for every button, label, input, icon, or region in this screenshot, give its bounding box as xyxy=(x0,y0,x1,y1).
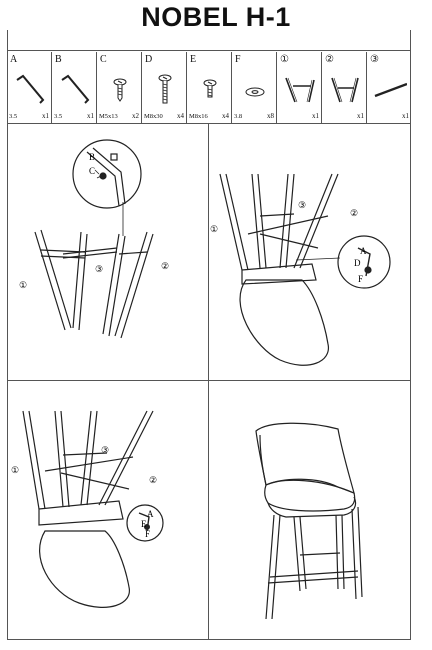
part-label: C xyxy=(100,54,107,65)
part-e xyxy=(187,52,232,123)
part-spec: M5x13 xyxy=(99,113,118,120)
part-d xyxy=(142,52,187,123)
step-1-diagram xyxy=(7,124,208,380)
parts-list xyxy=(7,52,411,124)
callout-2: ② xyxy=(149,475,158,485)
part-qty: x1 xyxy=(42,112,49,120)
part-label: ② xyxy=(325,54,334,65)
part-spec: M8x30 xyxy=(144,113,163,120)
short-bolt-icon xyxy=(103,66,137,106)
part-spec: 3.5 xyxy=(54,113,63,120)
callout-1: ① xyxy=(19,280,28,290)
part-label: E xyxy=(190,54,197,65)
finished-chair-illustration xyxy=(208,381,411,640)
part-qty: x2 xyxy=(132,112,139,120)
callout-3: ③ xyxy=(298,200,307,210)
part-spec: M8x16 xyxy=(189,113,208,120)
part-label: A xyxy=(10,54,18,65)
leg-frame-icon xyxy=(283,66,317,106)
part-spec: 3.5 xyxy=(9,113,18,120)
callout-f: F xyxy=(145,529,151,539)
callout-f: F xyxy=(358,274,364,284)
header-frame xyxy=(7,30,411,52)
part-qty: x1 xyxy=(87,112,94,120)
part-a xyxy=(7,52,52,123)
washer-icon xyxy=(238,66,272,106)
leg-frame-icon xyxy=(328,66,362,106)
hex-key-icon xyxy=(58,66,92,106)
callout-a: A xyxy=(360,246,367,256)
part-qty: x4 xyxy=(177,112,184,120)
hex-key-icon xyxy=(13,66,47,106)
callout-e: E xyxy=(141,519,147,529)
page-title: NOBEL H-1 xyxy=(141,2,291,32)
callout-1: ① xyxy=(11,465,20,475)
part-label: F xyxy=(235,54,241,65)
callout-2: ② xyxy=(350,208,359,218)
callout-1: ① xyxy=(210,224,219,234)
part-f xyxy=(232,52,277,123)
step-3-diagram xyxy=(7,381,208,640)
part-label: ③ xyxy=(370,54,379,65)
part-label: ① xyxy=(280,54,289,65)
part-qty: x1 xyxy=(312,112,319,120)
callout-b: B xyxy=(89,152,96,162)
callout-c: C xyxy=(89,166,96,176)
part-qty: x4 xyxy=(222,112,229,120)
callout-3: ③ xyxy=(95,264,104,274)
part-3 xyxy=(367,52,411,123)
crossbar-icon xyxy=(373,66,407,106)
part-label: B xyxy=(55,54,62,65)
part-qty: x1 xyxy=(357,112,364,120)
part-qty: x8 xyxy=(267,112,274,120)
bolt-icon xyxy=(193,66,227,106)
long-bolt-icon xyxy=(148,66,182,106)
step-2-diagram xyxy=(208,124,411,380)
callout-d: D xyxy=(354,258,361,268)
part-label: D xyxy=(145,54,153,65)
part-c xyxy=(97,52,142,123)
part-2 xyxy=(322,52,367,123)
callout-2: ② xyxy=(161,261,170,271)
part-b xyxy=(52,52,97,123)
part-1 xyxy=(277,52,322,123)
part-spec: 3.8 xyxy=(234,113,243,120)
callout-a: A xyxy=(147,509,154,519)
part-qty: x1 xyxy=(402,112,409,120)
callout-3: ③ xyxy=(101,445,110,455)
